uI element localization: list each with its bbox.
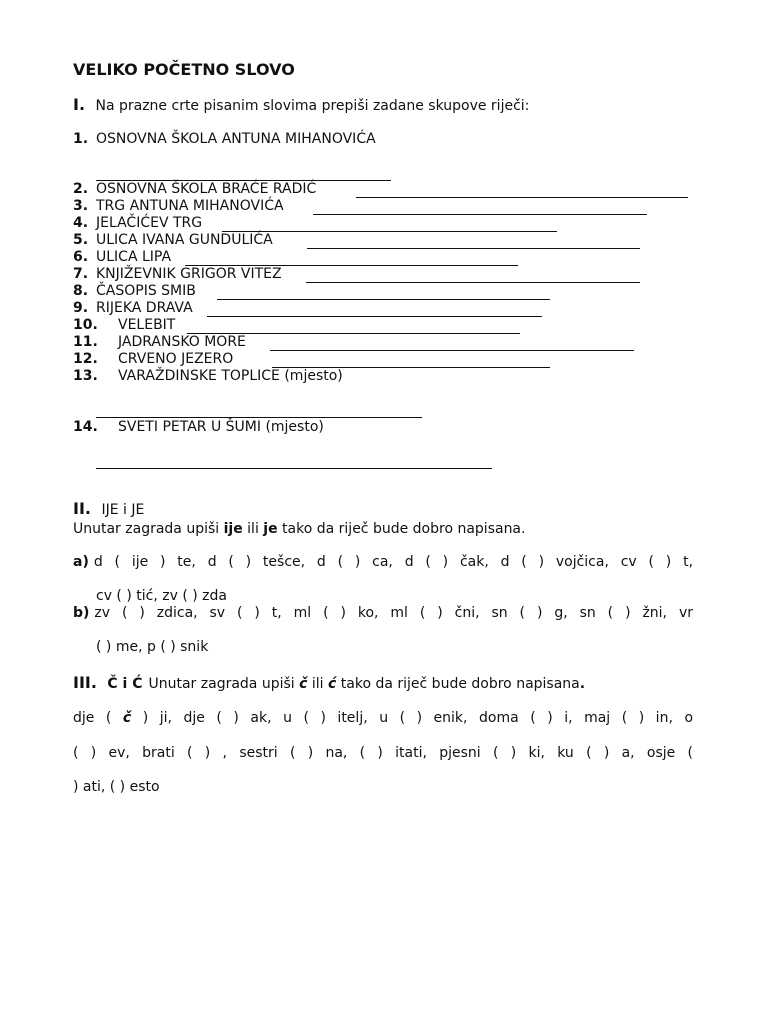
item-text: ČASOPIS SMIB (96, 283, 196, 299)
exercise-b-line-2[interactable]: ( ) me, p ( ) snik (96, 639, 209, 655)
exercise-c-line-2 (73, 745, 693, 762)
list-item (73, 266, 282, 283)
fill-in-word[interactable]: ku ( ) a, (557, 745, 635, 761)
item-text: SVETI PETAR U ŠUMI (mjesto) (118, 419, 324, 435)
fill-in-example (73, 710, 172, 726)
exercise-c-line-3[interactable]: ) ati, ( ) esto (73, 779, 160, 795)
page-title: VELIKO POČETNO SLOVO (73, 60, 295, 79)
item-number: 13. (73, 368, 98, 384)
list-item (73, 351, 233, 368)
instruction-text: ili (242, 521, 264, 537)
instruction-text: ili (307, 676, 329, 692)
answer-line-13[interactable] (96, 417, 422, 418)
list-item (73, 215, 202, 232)
section-2-numeral: II. (73, 499, 91, 518)
fill-in-word[interactable]: doma ( ) i, (479, 710, 573, 726)
fill-in-word[interactable]: d ( ) tešce, (207, 554, 306, 570)
item-text: VELEBIT (118, 317, 176, 333)
item-text: ULICA LIPA (96, 249, 172, 265)
fill-in-word[interactable]: u ( ) enik, (379, 710, 468, 726)
exercise-b-label: b) (73, 605, 90, 621)
fill-in-word[interactable]: ( ) itati, (359, 745, 427, 761)
item-number: 11. (73, 334, 98, 350)
list-item (73, 419, 324, 436)
item-text: RIJEKA DRAVA (96, 300, 193, 316)
fill-in-word[interactable]: zv ( ) zdica, (94, 605, 198, 621)
item-number: 4. (73, 215, 89, 231)
answer-line-11[interactable] (270, 350, 634, 351)
fill-in-word[interactable]: sv ( ) t, (209, 605, 282, 621)
instruction-ije: ije (223, 521, 243, 537)
item-text: CRVENO JEZERO (118, 351, 234, 367)
answer-line-7[interactable] (306, 282, 640, 283)
instruction-je: je (263, 521, 278, 537)
item-number: 2. (73, 181, 89, 197)
instruction-text: tako da riječ bude dobro napisana (336, 676, 580, 692)
answer-line-14[interactable] (96, 468, 492, 469)
item-text: OSNOVNA ŠKOLA ANTUNA MIHANOVIĆA (96, 131, 376, 147)
answer-line-9[interactable] (207, 316, 542, 317)
item-text: JELAČIĆEV TRG (96, 215, 203, 231)
fill-in-word[interactable]: ml ( ) ko, (293, 605, 379, 621)
section-2-instruction (73, 521, 525, 538)
fill-in-word[interactable]: sn ( ) g, (491, 605, 568, 621)
item-number: 3. (73, 198, 89, 214)
list-item (73, 317, 175, 334)
instruction-text: Unutar zagrada upiši (148, 676, 300, 692)
item-number: 1. (73, 131, 89, 147)
fill-in-word[interactable]: d ( ) ca, (316, 554, 393, 570)
list-item (73, 283, 196, 300)
fill-in-word[interactable]: dje ( ) ak, (183, 710, 272, 726)
fill-in-word[interactable]: brati ( ) , (142, 745, 228, 761)
list-item (73, 131, 376, 148)
fill-in-word[interactable]: cv ( ) t, (620, 554, 694, 570)
fill-in-word[interactable]: vr (678, 605, 693, 621)
item-number: 7. (73, 266, 89, 282)
exercise-a-line-1 (73, 554, 693, 571)
section-1-heading (73, 96, 529, 115)
example-prefix: dje ( (73, 710, 123, 726)
example-letter: č (122, 710, 132, 726)
section-2-title: IJE i JE (101, 502, 145, 518)
section-3-numeral: III. (73, 673, 97, 692)
section-1-numeral: I. (73, 95, 86, 114)
instruction-text: Unutar zagrada upiši (73, 521, 224, 537)
item-text: JADRANSKO MORE (118, 334, 246, 350)
list-item (73, 181, 316, 198)
exercise-a-label: a) (73, 554, 89, 570)
answer-line-5[interactable] (307, 248, 640, 249)
list-item (73, 232, 273, 249)
section-2-heading (73, 500, 144, 519)
fill-in-word[interactable]: pjesni ( ) ki, (439, 745, 545, 761)
item-number: 8. (73, 283, 89, 299)
answer-line-2[interactable] (356, 197, 688, 198)
list-item (73, 300, 193, 317)
list-item (73, 368, 343, 385)
item-number: 12. (73, 351, 98, 367)
instruction-text: tako da riječ bude dobro napisana. (277, 521, 526, 537)
fill-in-word[interactable]: ml ( ) čni, (390, 605, 480, 621)
exercise-c-line-1 (73, 710, 693, 727)
fill-in-word[interactable]: ( ) ev, (73, 745, 130, 761)
item-text: VARAŽDINSKE TOPLICE (mjesto) (118, 368, 343, 384)
item-number: 14. (73, 419, 98, 435)
section-3-heading (73, 674, 585, 693)
item-number: 10. (73, 317, 98, 333)
item-text: TRG ANTUNA MIHANOVIĆA (96, 198, 284, 214)
item-text: ULICA IVANA GUNDULIĆA (96, 232, 273, 248)
fill-in-word[interactable]: osje ( (646, 745, 694, 761)
fill-in-word[interactable]: o (684, 710, 694, 726)
instruction-period: . (579, 676, 586, 692)
item-number: 9. (73, 300, 89, 316)
example-suffix: ) ji, (131, 710, 172, 726)
fill-in-word[interactable]: d ( ije ) te, (93, 554, 196, 570)
fill-in-word[interactable]: d ( ) čak, (404, 554, 489, 570)
exercise-a-line-2[interactable]: cv ( ) tić, zv ( ) zda (96, 588, 227, 604)
fill-in-word[interactable]: u ( ) itelj, (283, 710, 368, 726)
list-item (73, 334, 246, 351)
item-number: 6. (73, 249, 89, 265)
list-item (73, 249, 171, 266)
section-1-instruction: Na prazne crte pisanim slovima prepiši zadane skupove riječi: (95, 98, 530, 114)
item-text: KNJIŽEVNIK GRIGOR VITEZ (96, 266, 282, 282)
instruction-c-acute: ć (328, 676, 337, 692)
item-text: OSNOVNA ŠKOLA BRAĆE RADIĆ (96, 181, 317, 197)
list-item (73, 198, 284, 215)
fill-in-word[interactable]: sestri ( ) na, (239, 745, 348, 761)
exercise-b-line-1 (73, 605, 693, 622)
answer-line-8[interactable] (217, 299, 550, 300)
fill-in-word[interactable]: sn ( ) žni, (579, 605, 668, 621)
instruction-c-hacek: č (299, 676, 308, 692)
section-3-title: Č i Ć (107, 676, 143, 692)
answer-line-3[interactable] (313, 214, 647, 215)
fill-in-word[interactable]: d ( ) vojčica, (500, 554, 609, 570)
item-number: 5. (73, 232, 89, 248)
fill-in-word[interactable]: maj ( ) in, (584, 710, 673, 726)
